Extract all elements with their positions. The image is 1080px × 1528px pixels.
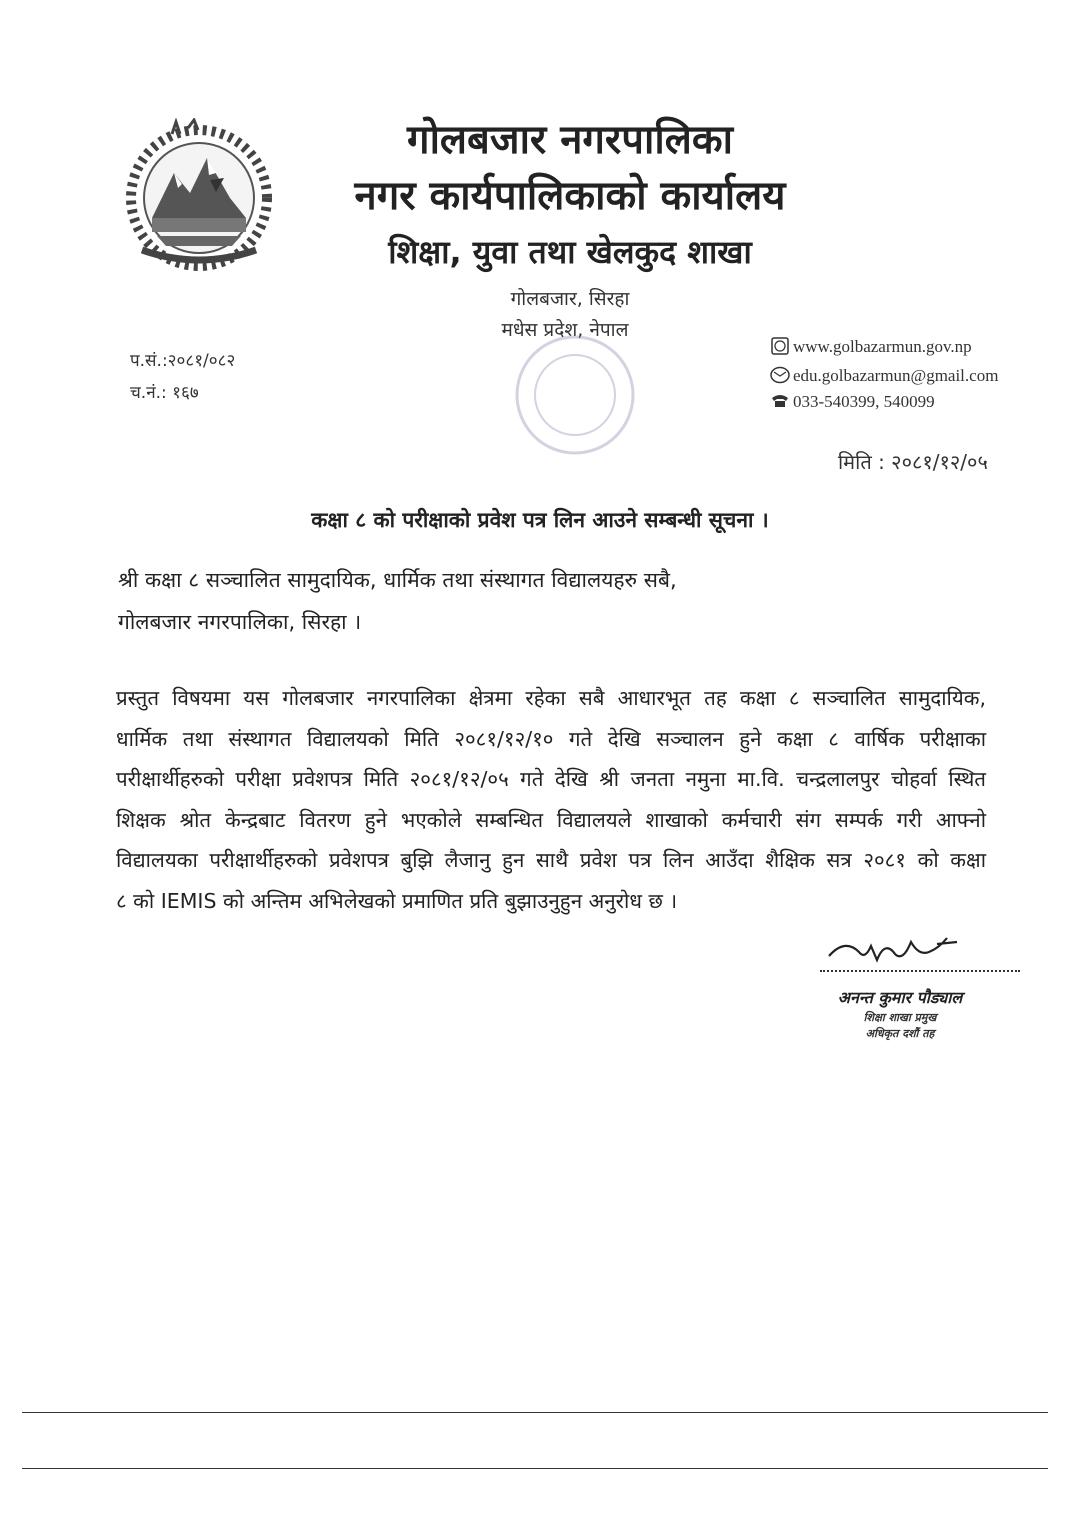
body-line: प्रस्तुत विषयमा यस गोलबजार नगरपालिका क्षेत्रमा रहेका सबै आधारभूत तह कक्षा ८ सञ्चालित सामुदायिक, bbox=[116, 686, 986, 710]
letter-date: मिति : २०८१/१२/०५ bbox=[838, 450, 988, 474]
phone-line bbox=[770, 392, 935, 412]
addressee-line-1: श्री कक्षा ८ सञ्चालित सामुदायिक, धार्मिक तथा संस्थागत विद्यालयहरु सबै, bbox=[118, 568, 677, 592]
city-line: गोलबजार, सिरहा bbox=[510, 288, 630, 310]
footer-divider-bottom bbox=[22, 1468, 1048, 1469]
body-line: ८ को IEMIS को अन्तिम अभिलेखको प्रमाणित प्रति बुझाउनुहुन अनुरोध छ । bbox=[116, 888, 678, 913]
signatory-name: अनन्त कुमार पौड्याल bbox=[837, 988, 963, 1007]
office-stamp-icon bbox=[500, 330, 650, 460]
branch-name: शिक्षा, युवा तथा खेलकुद शाखा bbox=[388, 233, 752, 271]
web-icon bbox=[770, 337, 790, 355]
email-text[interactable]: edu.golbazarmun@gmail.com bbox=[793, 366, 999, 385]
phone-text: 033-540399, 540099 bbox=[793, 392, 935, 411]
body-line: परीक्षार्थीहरुको परीक्षा प्रवेशपत्र मिति २०८१/१२/०५ गते देखि श्री जनता नमुना मा.वि. चन्द्रलालपुर चोहर्वा स्थित bbox=[116, 767, 986, 791]
body-line: शिक्षक श्रोत केन्द्रबाट वितरण हुने भएकोले सम्बन्धित विद्यालयले शाखाको कर्मचारी संग सम्पर्क गरी आफ्नो bbox=[116, 807, 986, 832]
province-line: मधेस प्रदेश, नेपाल bbox=[501, 319, 629, 341]
reference-number: प.सं.:२०८१/०८२ bbox=[130, 351, 236, 371]
addressee-line-2: गोलबजार नगरपालिका, सिरहा । bbox=[118, 610, 362, 634]
body-line: विद्यालयका परीक्षार्थीहरुको प्रवेशपत्र बुझि लैजानु हुन साथै प्रवेश पत्र लिन आउँदा शैक्षिक सत्र २०८१ को कक्षा bbox=[116, 848, 986, 872]
dispatch-number: च.नं.: १६७ bbox=[130, 383, 199, 403]
website-text[interactable]: www.golbazarmun.gov.np bbox=[793, 337, 972, 356]
signatory-title: शिक्षा शाखा प्रमुख bbox=[863, 1011, 937, 1024]
subject-line: कक्षा ८ को परीक्षाको प्रवेश पत्र लिन आउने सम्बन्धी सूचना । bbox=[311, 508, 769, 532]
signature-dotted-line bbox=[820, 970, 1020, 972]
body-line: धार्मिक तथा संस्थागत विद्यालयको मिति २०८१/१२/१० गते देखि सञ्चालन हुने कक्षा ८ वार्षिक परीक्षाका bbox=[116, 726, 986, 751]
footer-divider-top bbox=[22, 1412, 1048, 1413]
phone-icon bbox=[770, 392, 790, 410]
municipality-name: गोलबजार नगरपालिका bbox=[407, 117, 733, 163]
website-line[interactable] bbox=[770, 337, 972, 357]
body-paragraph bbox=[116, 678, 986, 921]
office-name: नगर कार्यपालिकाको कार्यालय bbox=[354, 173, 786, 219]
signatory-rank: अधिकृत दशौं तह bbox=[865, 1027, 935, 1040]
email-line[interactable] bbox=[770, 366, 998, 386]
signature-icon bbox=[825, 930, 965, 970]
email-icon bbox=[770, 366, 790, 384]
